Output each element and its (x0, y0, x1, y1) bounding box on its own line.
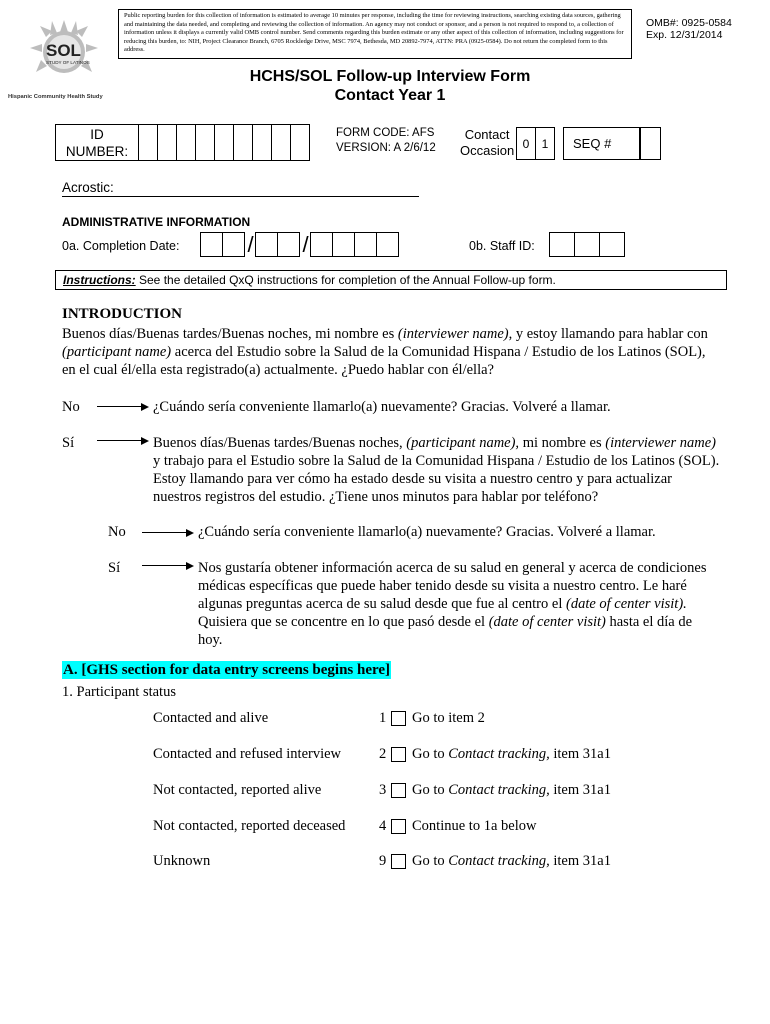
id-digit-box[interactable] (271, 124, 291, 161)
skip-text: Go to (412, 853, 449, 869)
si-italic: (interviewer name) (605, 435, 716, 451)
option-skip (412, 710, 485, 727)
si-text: Quisiera que se concentre en lo que pasó desde el (198, 614, 489, 630)
occasion-digit[interactable]: 0 (516, 127, 536, 160)
instructions-label: Instructions: (63, 273, 136, 287)
intro-italic: (participant name) (62, 344, 172, 360)
option-label: Not contacted, reported deceased (153, 818, 346, 834)
option-label: Contacted and refused interview (153, 746, 342, 762)
acrostic-label: Acrostic: (62, 180, 114, 195)
instructions-text: See the detailed QxQ instructions for completion of the Annual Follow-up form. (135, 273, 556, 287)
no-response-text: ¿Cuándo sería conveniente llamarlo(a) nuevamente? Gracias. Volveré a llamar. (153, 399, 611, 415)
option-checkbox[interactable] (391, 747, 406, 762)
instructions-box (55, 270, 727, 290)
option-label: Not contacted, reported alive (153, 782, 322, 798)
option-code: 1 (379, 710, 387, 726)
intro-text: acerca del Estudio sobre la Salud de la Comunidad Hispana / Estudio de los Latinos (SOL), en el cual él/ella esta registrado(a) actualmente. ¿Puedo hablar con él/ella? (62, 344, 706, 378)
si-italic: (date of center visit) (488, 614, 606, 630)
omb-number: OMB#: 0925-0584 (646, 17, 732, 29)
section-a-label: A. [GHS section for data entry screens begins here] (63, 662, 391, 678)
form-code: FORM CODE: AFS (336, 127, 435, 139)
si-text: hasta el día de hoy. (198, 614, 693, 648)
skip-text: item 31a1 (549, 782, 611, 798)
seq-label: SEQ # (563, 127, 641, 160)
si-text: mi nombre es (519, 435, 606, 451)
si-text: y trabajo para el Estudio sobre la Salud de la Comunidad Hispana / Estudio de los Latinos (SOL). Estoy llamando para ver cómo ha estado desde su visita a nuestro centro y para actualizar nuestros registros del estudio. ¿Tiene unos minutos para hablar por teléfono? (153, 453, 720, 505)
option-checkbox[interactable] (391, 783, 406, 798)
arrow-right-icon (142, 529, 194, 537)
admin-heading: ADMINISTRATIVE INFORMATION (62, 215, 251, 229)
id-digit-box[interactable] (157, 124, 177, 161)
id-label-line1: ID (90, 127, 104, 142)
skip-text: Go to (412, 782, 449, 798)
skip-text: item 31a1 (549, 853, 611, 869)
contact-line1: Contact (464, 127, 510, 142)
intro-italic: (interviewer name) (397, 326, 509, 342)
intro-text: Buenos días/Buenas tardes/Buenas noches, mi nombre es (62, 326, 398, 342)
option-checkbox[interactable] (391, 819, 406, 834)
id-digit-box[interactable] (176, 124, 196, 161)
logo-subtext: STUDY OF LATINOS (46, 60, 90, 65)
contact-occasion-label (460, 127, 514, 159)
option-code: 2 (379, 746, 387, 762)
occasion-digit[interactable]: 1 (535, 127, 555, 160)
contact-occasion-field[interactable] (517, 127, 555, 160)
form-title (150, 67, 630, 105)
seq-digit-box[interactable] (639, 127, 661, 160)
id-digit-box[interactable] (290, 124, 310, 161)
omb-expiry: Exp. 12/31/2014 (646, 29, 723, 41)
option-code: 3 (379, 782, 387, 798)
option-skip (412, 853, 611, 870)
date-separator: / (302, 232, 309, 257)
staff-id-box[interactable] (574, 232, 600, 257)
option-label: Unknown (153, 853, 211, 869)
seq-field[interactable] (640, 127, 661, 160)
si-response-text (153, 434, 723, 506)
option-skip (412, 818, 536, 835)
option-code: 9 (379, 853, 387, 869)
no-label: No (62, 399, 80, 415)
intro-text: , y estoy llamando para hablar con (508, 326, 708, 342)
skip-italic: Contact tracking, (448, 782, 550, 798)
acrostic-input-line[interactable] (62, 196, 419, 197)
skip-italic: Contact tracking, (448, 746, 550, 762)
skip-text: item 31a1 (549, 746, 611, 762)
date-digit-box[interactable] (354, 232, 377, 257)
date-digit-box[interactable] (255, 232, 278, 257)
introduction-heading: INTRODUCTION (62, 306, 183, 322)
logo-text: SOL (46, 41, 81, 60)
completion-date-field[interactable] (201, 232, 399, 257)
date-digit-box[interactable] (222, 232, 245, 257)
no-label: No (108, 524, 126, 540)
title-line2: Contact Year 1 (334, 87, 446, 104)
option-skip (412, 782, 611, 799)
id-digit-box[interactable] (138, 124, 158, 161)
si-label: Sí (108, 560, 121, 576)
contact-line2: Occasion (460, 143, 515, 158)
staff-id-field[interactable] (550, 232, 625, 257)
option-checkbox[interactable] (391, 854, 406, 869)
omb-info (646, 17, 732, 41)
option-skip (412, 746, 611, 763)
date-digit-box[interactable] (376, 232, 399, 257)
option-label: Contacted and alive (153, 710, 269, 726)
si-italic: (participant name), (406, 435, 520, 451)
id-number-label (55, 124, 139, 161)
skip-text: Continue to 1a below (412, 818, 537, 834)
title-line1: HCHS/SOL Follow-up Interview Form (249, 68, 531, 85)
staff-id-label: 0b. Staff ID: (469, 239, 535, 253)
option-code: 4 (379, 818, 387, 834)
staff-id-box[interactable] (549, 232, 575, 257)
date-digit-box[interactable] (200, 232, 223, 257)
id-digit-box[interactable] (195, 124, 215, 161)
id-label-line2: NUMBER: (65, 144, 129, 159)
date-digit-box[interactable] (277, 232, 300, 257)
introduction-paragraph (62, 325, 722, 379)
sol-logo (8, 12, 120, 104)
burden-statement: Public reporting burden for this collection of information is estimated to average 10 minutes per response, including the time for reviewing instructions, searching existing data sources, gathering and maintaining the data needed, and completing and reviewing the collection of information. An agency may not conduct or sponsor, and a person is not required to respond to, a collection of information unless it displays a currently valid OMB control number. Send comments regarding this burden estimate or any other aspect of this collection of information, including suggestions for reducing this burden, to: NIH, Project Clearance Branch, 6705 Rockledge Drive, MSC 7974, Bethesda, MD 20892-7974, ATTN: PRA (0925-0584). Do not return the completed form to this address. (118, 9, 632, 59)
arrow-right-icon (142, 562, 194, 570)
id-digit-box[interactable] (252, 124, 272, 161)
id-digit-box[interactable] (214, 124, 234, 161)
id-digit-box[interactable] (233, 124, 253, 161)
arrow-right-icon (97, 437, 149, 445)
skip-italic: Contact tracking, (448, 853, 550, 869)
skip-text: Go to item 2 (412, 710, 485, 726)
form-code-block (336, 126, 436, 156)
si-text: Buenos días/Buenas tardes/Buenas noches, (153, 435, 407, 451)
date-separator: / (247, 232, 254, 257)
date-digit-box[interactable] (310, 232, 333, 257)
si-label: Sí (62, 435, 75, 451)
id-number-field[interactable] (139, 124, 310, 161)
si-text: Nos gustaría obtener información acerca de su salud en general y acerca de condiciones médicas específicas que puede haber tenido desde su visita a nuestro centro. Le haré algunas preguntas acerca de su salud desde que fue al centro el (198, 560, 707, 612)
arrow-right-icon (97, 403, 149, 411)
logo-caption: Hispanic Community Health Study (8, 94, 103, 100)
staff-id-box[interactable] (599, 232, 625, 257)
form-version: VERSION: A 2/6/12 (336, 142, 436, 154)
skip-text: Go to (412, 746, 449, 762)
date-digit-box[interactable] (332, 232, 355, 257)
si-response-text (198, 559, 720, 649)
item-1-label: 1. Participant status (62, 684, 176, 700)
completion-date-label: 0a. Completion Date: (62, 239, 180, 253)
no-response-text: ¿Cuándo sería conveniente llamarlo(a) nuevamente? Gracias. Volveré a llamar. (198, 524, 656, 540)
option-checkbox[interactable] (391, 711, 406, 726)
si-italic: (date of center visit). (565, 596, 687, 612)
